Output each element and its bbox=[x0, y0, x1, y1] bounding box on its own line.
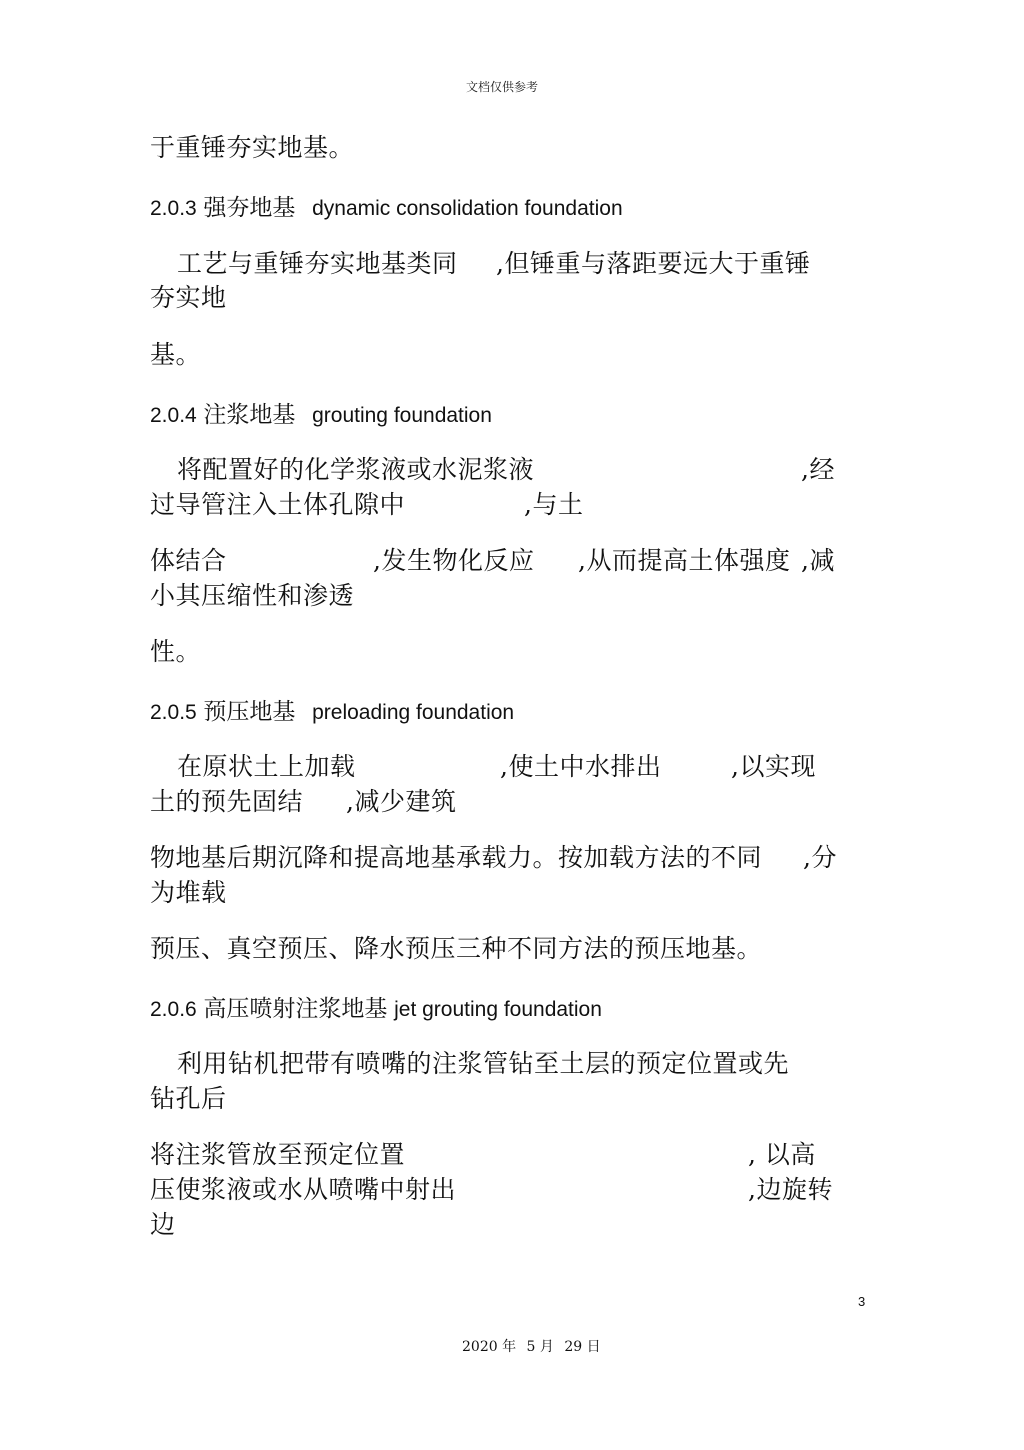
section-number: 2.0.6 bbox=[150, 998, 197, 1021]
footer-month: 5 bbox=[526, 1339, 536, 1355]
body-line: ,经 bbox=[801, 455, 835, 484]
body-line: 为堆载 bbox=[150, 878, 227, 907]
footer-month-char: 月 bbox=[539, 1339, 554, 1355]
body-line: 利用钻机把带有喷嘴的注浆管钻至土层的预定位置或先 bbox=[177, 1049, 790, 1078]
body-line: 压使浆液或水从喷嘴中射出 bbox=[150, 1175, 457, 1204]
section-title-cn: 注浆地基 bbox=[203, 402, 296, 428]
footer-day-char: 日 bbox=[586, 1339, 601, 1355]
section-title-en: preloading foundation bbox=[312, 701, 515, 724]
body-line: ,分 bbox=[803, 843, 837, 872]
body-line: ,减 bbox=[801, 546, 835, 575]
section-heading-2-0-5 bbox=[150, 693, 514, 726]
footer-year-char: 年 bbox=[502, 1339, 517, 1355]
section-title-cn: 强夯地基 bbox=[203, 195, 296, 221]
section-number: 2.0.4 bbox=[150, 404, 197, 427]
section-heading-2-0-3 bbox=[150, 189, 623, 222]
body-line: 工艺与重锤夯实地基类同 bbox=[177, 249, 458, 278]
body-line: 在原状土上加载 bbox=[177, 752, 356, 781]
body-line: 边 bbox=[150, 1210, 176, 1239]
body-line: 基。 bbox=[150, 340, 202, 369]
footer-date bbox=[462, 1336, 601, 1356]
body-line: 体结合 bbox=[150, 546, 227, 575]
body-line: ,使土中水排出 bbox=[500, 752, 662, 781]
body-line: 土的预先固结 bbox=[150, 787, 304, 816]
section-title-cn: 预压地基 bbox=[203, 699, 296, 725]
footer-year: 2020 bbox=[462, 1339, 498, 1355]
section-number: 2.0.5 bbox=[150, 701, 197, 724]
section-title-en: grouting foundation bbox=[312, 404, 492, 427]
section-heading-2-0-4 bbox=[150, 396, 492, 429]
body-line: 物地基后期沉降和提高地基承载力。按加载方法的不同 bbox=[150, 843, 763, 872]
section-heading-2-0-6 bbox=[150, 990, 602, 1023]
body-line: ,从而提高土体强度 bbox=[578, 546, 791, 575]
section-title-cn: 高压喷射注浆地基 bbox=[203, 996, 388, 1022]
body-line: , 以高 bbox=[748, 1140, 816, 1169]
body-line: 将注浆管放至预定位置 bbox=[150, 1140, 406, 1169]
section-title-en: dynamic consolidation foundation bbox=[312, 197, 623, 220]
section-number: 2.0.3 bbox=[150, 197, 197, 220]
body-line: ,与土 bbox=[524, 490, 584, 519]
body-line: 性。 bbox=[150, 637, 202, 666]
body-line: 过导管注入土体孔隙中 bbox=[150, 490, 406, 519]
footer-day: 29 bbox=[564, 1339, 583, 1355]
page-header: 文档仅供参考 bbox=[466, 80, 539, 94]
body-line: 将配置好的化学浆液或水泥浆液 bbox=[177, 455, 535, 484]
body-line: 夯实地 bbox=[150, 283, 227, 312]
page-number: 3 bbox=[858, 1294, 866, 1309]
body-line: ,以实现 bbox=[731, 752, 816, 781]
body-line: ,边旋转 bbox=[748, 1175, 833, 1204]
body-line: 预压、真空预压、降水预压三种不同方法的预压地基。 bbox=[150, 934, 763, 963]
body-line: ,发生物化反应 bbox=[373, 546, 535, 575]
body-line: ,减少建筑 bbox=[346, 787, 457, 816]
body-line: 小其压缩性和渗透 bbox=[150, 581, 355, 610]
body-line: ,但锤重与落距要远大于重锤 bbox=[496, 249, 811, 278]
body-line: 于重锤夯实地基。 bbox=[150, 133, 355, 162]
body-line: 钻孔后 bbox=[150, 1084, 227, 1113]
section-title-en: jet grouting foundation bbox=[394, 998, 602, 1021]
